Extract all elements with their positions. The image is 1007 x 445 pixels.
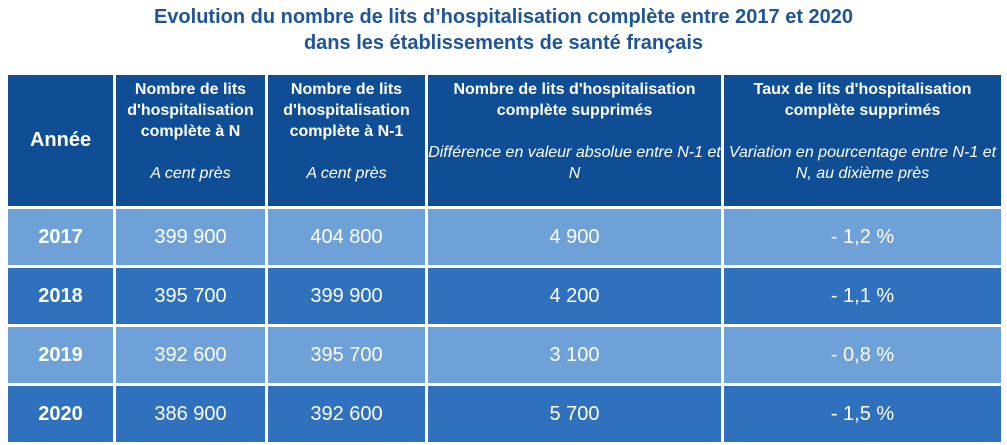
- header-beds-n-sub: A cent près: [150, 165, 231, 182]
- header-beds-removed-sub: Différence en valeur absolue entre N-1 et N: [428, 144, 721, 182]
- header-rate-removed-label: Taux de lits d'hospitalisation complète supprimés: [753, 81, 972, 119]
- table-row: [7, 208, 1003, 267]
- header-beds-n-label: Nombre de lits d'hospitalisation complète à N: [127, 81, 254, 140]
- table-row: [7, 385, 1003, 444]
- cell-rate-removed: - 1,2 %: [723, 208, 1003, 267]
- header-beds-n: [115, 74, 267, 208]
- cell-beds-removed: 4 900: [427, 208, 723, 267]
- table-row: [7, 267, 1003, 326]
- header-beds-removed-label: Nombre de lits d'hospitalisation complète supprimés: [453, 81, 696, 119]
- cell-beds-removed: 4 200: [427, 267, 723, 326]
- header-rate-removed: [723, 74, 1003, 208]
- page-title: [0, 4, 1007, 56]
- header-year: Année: [7, 74, 115, 208]
- cell-beds-n1: 404 800: [267, 208, 427, 267]
- header-rate-removed-sub: Variation en pourcentage entre N-1 et N, au dixième près: [728, 144, 997, 182]
- header-beds-n1-sub: A cent près: [306, 165, 387, 182]
- title-line-1: Evolution du nombre de lits d’hospitalisation complète entre 2017 et 2020: [153, 6, 854, 28]
- cell-beds-n1: 399 900: [267, 267, 427, 326]
- cell-beds-removed: 3 100: [427, 326, 723, 385]
- header-beds-removed: [427, 74, 723, 208]
- cell-beds-n: 395 700: [115, 267, 267, 326]
- cell-beds-n1: 392 600: [267, 385, 427, 444]
- cell-year: 2020: [7, 385, 115, 444]
- cell-year: 2017: [7, 208, 115, 267]
- cell-year: 2018: [7, 267, 115, 326]
- cell-rate-removed: - 1,5 %: [723, 385, 1003, 444]
- cell-beds-n: 386 900: [115, 385, 267, 444]
- data-table: [5, 72, 1004, 445]
- cell-beds-n1: 395 700: [267, 326, 427, 385]
- cell-beds-removed: 5 700: [427, 385, 723, 444]
- cell-year: 2019: [7, 326, 115, 385]
- cell-beds-n: 392 600: [115, 326, 267, 385]
- title-line-2: dans les établissements de santé français: [303, 32, 704, 54]
- header-beds-n1-label: Nombre de lits d'hospitalisation complète à N-1: [283, 81, 410, 140]
- table-row: [7, 326, 1003, 385]
- cell-rate-removed: - 0,8 %: [723, 326, 1003, 385]
- header-row: [7, 74, 1003, 208]
- cell-rate-removed: - 1,1 %: [723, 267, 1003, 326]
- header-beds-n1: [267, 74, 427, 208]
- cell-beds-n: 399 900: [115, 208, 267, 267]
